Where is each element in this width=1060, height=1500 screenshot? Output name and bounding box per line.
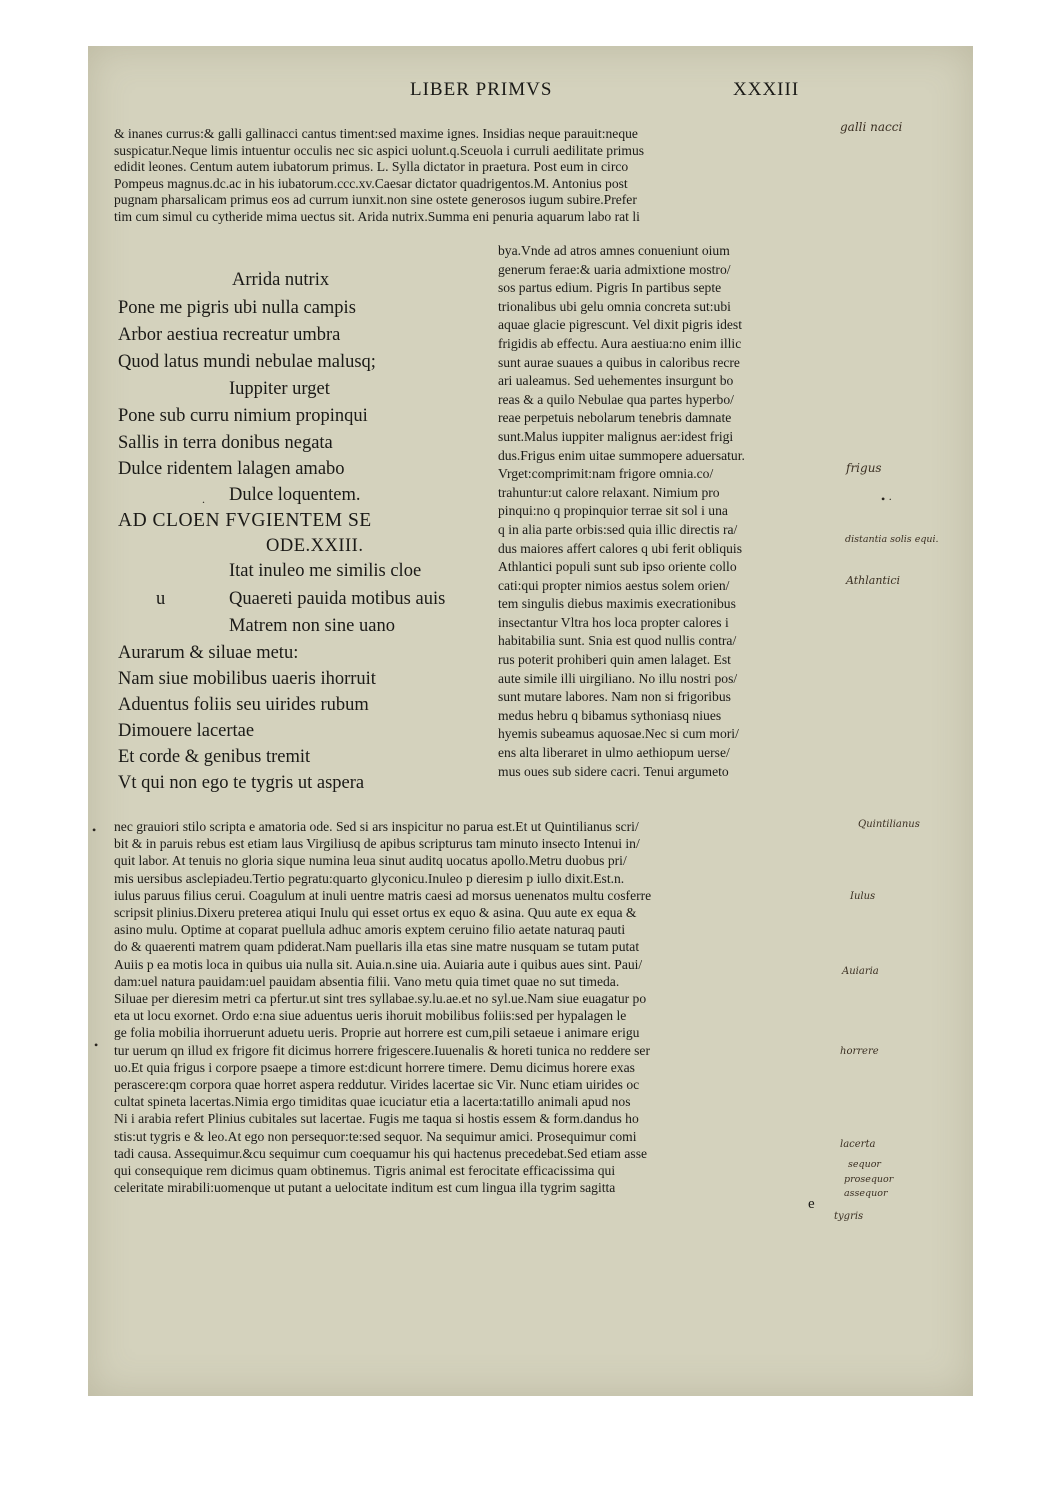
verse-line: Arrida nutrix bbox=[232, 270, 330, 290]
verse-line: Dulce loquentem. bbox=[229, 485, 361, 505]
text-line: aute simile illi uirgiliano. No illu nostri pos/ bbox=[498, 670, 738, 686]
verse-line: Pone me pigris ubi nulla campis bbox=[118, 298, 356, 318]
text-line: & inanes currus:& galli gallinacci cantus timent:sed maxime ignes. Insidias neque parauit:neque bbox=[114, 126, 638, 141]
verse-line: Aurarum & siluae metu: bbox=[118, 643, 299, 663]
text-line: insectantur Vltra hos loca propter calores i bbox=[498, 614, 729, 630]
text-line: dus maiores affert calores q ubi ferit obliquis bbox=[498, 540, 742, 556]
verse-line: Et corde & genibus tremit bbox=[118, 747, 311, 767]
text-line: hyemis subeamus aquosae.Nec si cum mori/ bbox=[498, 726, 739, 742]
text-line: cultat spineta lacertas.Nimia ergo timiditas quae icuciatur etia a lacerta:tatillo animali apud nos bbox=[114, 1094, 631, 1110]
text-line: perascere:qm corpora quae horret aspera reddutur. Virides lacertae sic Vir. Nunc etiam uirides oc bbox=[114, 1077, 640, 1093]
text-line: sunt.Malus iuppiter malignus aer:idest frigi bbox=[498, 428, 734, 444]
text-line: frigidis ab effectu. Aura aestiua:no enim illic bbox=[498, 335, 742, 351]
verse-line: Nam siue mobilibus uaeris ihorruit bbox=[118, 669, 376, 689]
side-commentary bbox=[498, 242, 843, 781]
book-page bbox=[88, 46, 973, 1396]
text-line: ens alta liberaret in ulmo aethiopum uerse/ bbox=[498, 745, 730, 761]
text-line: ari ualeamus. Sed uehementes insurgunt bo bbox=[498, 373, 734, 389]
text-line: eta ut locu exornet. Ordo e:na siue aduentus ueris ihoruit mobilibus foliis:sed per hypalagen le bbox=[114, 1008, 627, 1024]
margin-dot: • bbox=[94, 1038, 99, 1052]
text-line: stis:ut tygris e & leo.At ego non persequor:te:sed sequor. Na sequimur amici. Prosequimur comi bbox=[114, 1128, 637, 1144]
text-line: dus.Frigus enim uitae summopere aduersatur. bbox=[498, 447, 745, 463]
text-line: suspicatur.Neque limis intuentur occulis nec sic aspici uolunt.q.Sceuola i curruli aedilitate primus bbox=[114, 142, 645, 158]
verse-line: Dimouere lacertae bbox=[118, 721, 255, 741]
text-line: reae perpetuis nebolarum tenebris damnate bbox=[498, 410, 732, 426]
marginal-note: frigus bbox=[846, 461, 882, 475]
verse-line: Iuppiter urget bbox=[229, 379, 330, 399]
text-line: edidit leones. Centum autem iubatorum primus. L. Sylla dictator in praetura. Post eum in circo bbox=[114, 159, 629, 174]
text-line: tim cum simul cu cytheride mima uectus sit. Arida nutrix.Summa eni penuria aquarum labo rat li bbox=[114, 208, 640, 224]
marginal-note: galli nacci bbox=[840, 120, 903, 134]
text-line: bit & in paruis rebus est etiam laus Virgiliusq de apibus scripturus tam minuto insecto Intenui in/ bbox=[114, 836, 640, 852]
verse-line: Sallis in terra donibus negata bbox=[118, 433, 333, 453]
text-line: sunt mutare labores. Nam non si frigoribus bbox=[498, 689, 731, 705]
text-line: qui consequique rem dicimus quam obtinemus. Tigris animal est ferocitate efficacissima qui bbox=[114, 1163, 616, 1179]
marginal-note: assequor bbox=[844, 1188, 888, 1199]
text-line: scripsit plinius.Dixeru preterea atiqui Inulu qui esset ortus ex equo & asina. Quu aute ex equa & bbox=[114, 905, 637, 921]
text-line: do & quaerenti matrem quam pdiderat.Nam puellaris illa etas sine matre nusquam se tutam putat bbox=[114, 939, 640, 955]
text-line: cati:qui propter nimios aestus solem orien/ bbox=[498, 577, 730, 593]
guide-letter: u bbox=[156, 589, 166, 609]
top-commentary bbox=[114, 126, 841, 225]
verse-line: Arbor aestiua recreatur umbra bbox=[118, 325, 341, 345]
verse-line: Dulce ridentem lalagen amabo bbox=[118, 459, 345, 479]
marginal-note: Quintilianus bbox=[858, 819, 920, 830]
text-line: Auiis p ea motis loca in quibus uia nulla sit. Auia.n.sine uia. Auiaria aute i quibus aues sint. Paui/ bbox=[114, 956, 643, 972]
marginal-note: Auiaria bbox=[842, 966, 879, 977]
text-line: Ni i arabia refert Plinius cubitales sut lacertae. Fugis me taqua si hostis essem & form.dandus ho bbox=[114, 1111, 639, 1127]
text-line: rus poterit prohiberi quin amen lalaget. Est bbox=[498, 652, 731, 668]
marginal-note: sequor bbox=[848, 1159, 881, 1170]
text-line: iulus paruus filius cerui. Coagulum at inuli uentre matris caesi ad morsus uenenatos multu cosferre bbox=[114, 887, 652, 903]
folio-number: XXXIII bbox=[733, 79, 800, 100]
text-line: uo.Et quia frigus i corpore psaepe a timore est:dicunt horrere timere. Demu dicimus horere exas bbox=[114, 1059, 635, 1075]
text-line: nec grauiori stilo scripta e amatoria ode. Sed si ars inspicitur no parua est.Et ut Quintilianus scri/ bbox=[114, 819, 639, 834]
text-line: sunt aurae suaues a quibus in caloribus recre bbox=[498, 354, 740, 370]
text-line: mis uersibus asclepiadeu.Tertio pegratu:quarto glyconicu.Inuleo p dieresim p iullo dixit.Est.n. bbox=[114, 870, 625, 886]
verse-line: Matrem non sine uano bbox=[229, 616, 395, 636]
text-line: tem singulis diebus maximis execrationibus bbox=[498, 596, 736, 612]
marginal-note: tygris bbox=[834, 1211, 864, 1222]
marginal-note: horrere bbox=[840, 1046, 879, 1057]
verse-line: Quod latus mundi nebulae malusq; bbox=[118, 352, 376, 372]
text-line: Vrget:comprimit:nam frigore omnia.co/ bbox=[498, 466, 714, 482]
text-line: bya.Vnde ad atros amnes conueniunt oium bbox=[498, 243, 730, 258]
text-line: tadi causa. Assequimur.&cu sequimur cum coequamur his qui hactenus precedebat.Sed etiam asse bbox=[114, 1145, 648, 1161]
bottom-commentary bbox=[114, 818, 841, 1196]
text-line: generum ferae:& uaria admixtione mostro/ bbox=[498, 261, 731, 277]
verse-line: Quaereti pauida motibus auis bbox=[229, 589, 446, 609]
text-line: Siluae per dieresim metri ca pfertur.ut sint tres syllabae.sy.lu.ae.et no syl.ue.Nam siue euagatur po bbox=[114, 991, 647, 1007]
text-line: habitabilia sunt. Snia est quod nullis contra/ bbox=[498, 633, 737, 649]
printer-dot: . bbox=[202, 492, 205, 506]
text-line: trionalibus ubi gelu omnia concreta sut:ubi bbox=[498, 298, 731, 314]
text-line: dam:uel natura pauidam:uel pauidam absentia filii. Vano metu quia timet quae no sut timeda. bbox=[114, 973, 620, 989]
margin-dot: • · bbox=[881, 492, 893, 506]
marginal-note: distantia solis equi. bbox=[845, 534, 939, 545]
text-line: pinqui:no q propinquior terrae sit sol i una bbox=[498, 503, 728, 519]
ode-title: AD CLOEN FVGIENTEM SE bbox=[118, 510, 372, 531]
text-line: asino mulu. Optime at coparat puellula adhuc amoris exptem ceruino filio aetate naturaq pauti bbox=[114, 922, 626, 938]
marginal-note: lacerta bbox=[840, 1139, 876, 1150]
text-line: sos partus edium. Pigris In partibus septe bbox=[498, 280, 722, 296]
marginal-note: prosequor bbox=[844, 1174, 894, 1185]
text-line: celeritate mirabili:uomenque ut putant a uelocitate inditum est cum lingua illa tygrim sagitta bbox=[114, 1180, 616, 1196]
verse-line: Vt qui non ego te tygris ut aspera bbox=[118, 773, 365, 793]
signature-mark: e bbox=[808, 1196, 815, 1212]
text-line: medus hebru q bibamus sythoniasq niues bbox=[498, 707, 722, 723]
text-line: trahuntur:ut calore relaxant. Nimium pro bbox=[498, 484, 720, 500]
verse-line: Pone sub curru nimium propinqui bbox=[118, 406, 368, 426]
marginal-note: Iulus bbox=[850, 891, 876, 902]
ode-number: ODE.XXIII. bbox=[266, 536, 364, 556]
running-title: LIBER PRIMVS bbox=[410, 79, 553, 100]
text-line: mus oues sub sidere cacri. Tenui argumeto bbox=[498, 763, 729, 779]
text-line: reas & a quilo Nebulae qua partes hyperbo/ bbox=[498, 391, 734, 407]
text-line: ge folia mobilia ihorruerunt aduetu ueris. Proprie aut horrere est cum,pili setaeue i animare erigu bbox=[114, 1025, 640, 1041]
verse-line: Aduentus foliis seu uirides rubum bbox=[118, 695, 369, 715]
text-line: Athlantici populi sunt sub ipso oriente collo bbox=[498, 559, 737, 575]
text-line: q in alia parte orbis:sed quia illic directis ra/ bbox=[498, 521, 738, 537]
text-line: Pompeus magnus.dc.ac in his iubatorum.ccc.xv.Caesar dictator quadrigentos.M. Antonius post bbox=[114, 175, 628, 191]
marginal-note: Athlantici bbox=[846, 574, 901, 587]
verse-line: Itat inuleo me similis cloe bbox=[229, 561, 422, 581]
text-line: quit labor. At tenuis no gloria sique numina leua sinut auditq uocatus apollo.Metru duobus pri/ bbox=[114, 853, 627, 869]
text-line: tur uerum qn illud ex frigore fit dicimus horrere frigescere.Iuuenalis & horeti tunica no reddere ser bbox=[114, 1042, 650, 1058]
text-line: pugnam pharsalicam primus eos ad currum iunxit.non sine ostete generosos iugum subire.Prefer bbox=[114, 192, 637, 207]
text-line: aquae glacie pigrescunt. Vel dixit pigris idest bbox=[498, 317, 742, 333]
margin-dot: • bbox=[92, 823, 97, 837]
